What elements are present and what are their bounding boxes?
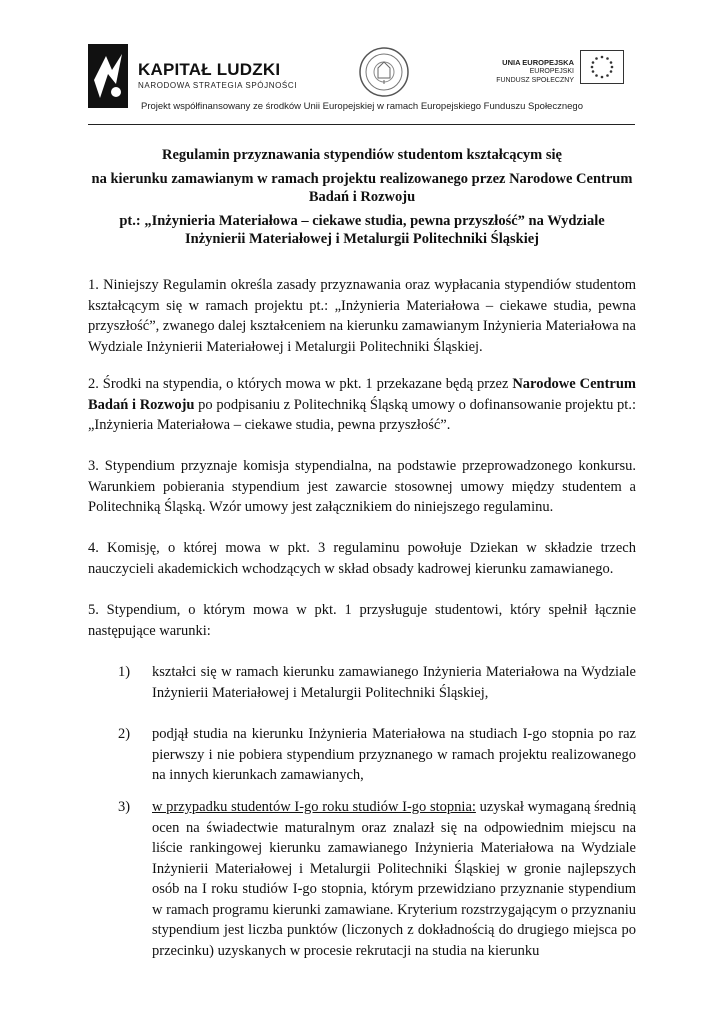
- paragraph-2: [88, 374, 636, 436]
- university-seal-icon: [358, 46, 410, 98]
- eu-label-line3: FUNDUSZ SPOŁECZNY: [496, 77, 574, 84]
- condition-1-text: kształci się w ramach kierunku zamawianego Inżynieria Materiałowa na Wydziale Inżynierii Materiałowej i Metalurgii Politechniki Śląskiej,: [152, 664, 636, 701]
- paragraph-5: 5. Stypendium, o którym mowa w pkt. 1 przysługuje studentowi, który spełnił łącznie następujące warunki:: [88, 602, 636, 639]
- document-title-line2: na kierunku zamawianym w ramach projektu realizowanego przez Narodowe Centrum Badań i Rozwoju: [91, 171, 633, 205]
- condition-3-text: [152, 797, 636, 961]
- document-title-line1: Regulamin przyznawania stypendiów studentom kształcącym się: [162, 147, 562, 163]
- eu-flag-icon: [580, 50, 624, 84]
- condition-3-body: uzyskał wymaganą średnią ocen na świadectwie maturalnym oraz znalazł się na odpowiednim miejscu na liście rankingowej kierunku zamawianego Inżynieria Materiałowa na Wydziale Inżynierii Materiałowej i Metalurgii Politechniki Śląskiej w gronie najlepszych osób na I roku studiów I-go stopnia, którym przewidziano przyznanie stypendium w ramach programu kierunki zamawiane. Kryterium rozstrzygającym o przyznaniu stypendium jest liczba punktów (liczonych z dokładnością do drugiego miejsca po przecinku) uzyskanych w procesie rekrutacji na studia na kierunku: [152, 799, 636, 959]
- condition-3-number: 3): [118, 799, 131, 815]
- condition-2-number: 2): [118, 726, 131, 742]
- paragraph-2-text-b: po podpisaniu z Politechniką Śląską umowy o dofinansowanie projektu pt.: „Inżynieria Materiałowa – ciekawe studia, pewna przyszłość”.: [88, 396, 636, 433]
- condition-2-text: podjął studia na kierunku Inżynieria Materiałowa na studiach I-go stopnia po raz pierwszy i nie pobiera stypendium przyznanego w ramach projektu realizowanego na innych kierunkach zamawianych,: [152, 726, 636, 783]
- document-title-line3: pt.: „Inżynieria Materiałowa – ciekawe studia, pewna przyszłość” na Wydziale Inżynierii Materiałowej i Metalurgii Politechniki Śląskiej: [119, 213, 605, 247]
- eu-label: [496, 58, 574, 85]
- logo-subtitle: NARODOWA STRATEGIA SPÓJNOŚCI: [138, 81, 298, 90]
- logo-title: KAPITAŁ LUDZKI: [138, 60, 281, 79]
- paragraph-4: 4. Komisję, o której mowa w pkt. 3 regulaminu powołuje Dziekan w składzie trzech nauczycieli akademickich wchodzących w skład obsady kadrowej kierunku zamawianego.: [88, 540, 636, 577]
- paragraph-1: 1. Niniejszy Regulamin określa zasady przyznawania oraz wypłacania stypendiów studentom kształcącym się w ramach projektu pt.: „Inżynieria Materiałowa – ciekawe studia, pewna przyszłość”, zwanego dalej kształceniem na kierunku zamawianym Inżynieria Materiałowa na Wydziale Inżynierii Materiałowej i Metalurgii Politechniki Śląskiej.: [88, 277, 636, 355]
- paragraph-3: 3. Stypendium przyznaje komisja stypendialna, na podstawie przeprowadzonego konkursu. Warunkiem pobierania stypendium jest zawarcie stosownej umowy między studentem a Politechniką Śląską. Wzór umowy jest załącznikiem do niniejszego regulaminu.: [88, 458, 636, 515]
- condition-1-number: 1): [118, 664, 131, 680]
- eu-label-line1: UNIA EUROPEJSKA: [502, 58, 574, 67]
- page-header: [0, 0, 724, 130]
- project-funding-note: Projekt współfinansowany ze środków Unii Europejskiej w ramach Europejskiego Funduszu Społecznego: [141, 101, 583, 112]
- paragraph-2-bold: Narodowe Centrum Badań i Rozwoju: [88, 376, 637, 413]
- eu-label-line2: EUROPEJSKI: [529, 68, 574, 75]
- header-divider: [88, 124, 635, 125]
- paragraph-2-text-a: 2. Środki na stypendia, o których mowa w pkt. 1 przekazane będą przez: [88, 376, 513, 392]
- condition-3-underlined: w przypadku studentów I-go roku studiów I-go stopnia:: [152, 799, 476, 815]
